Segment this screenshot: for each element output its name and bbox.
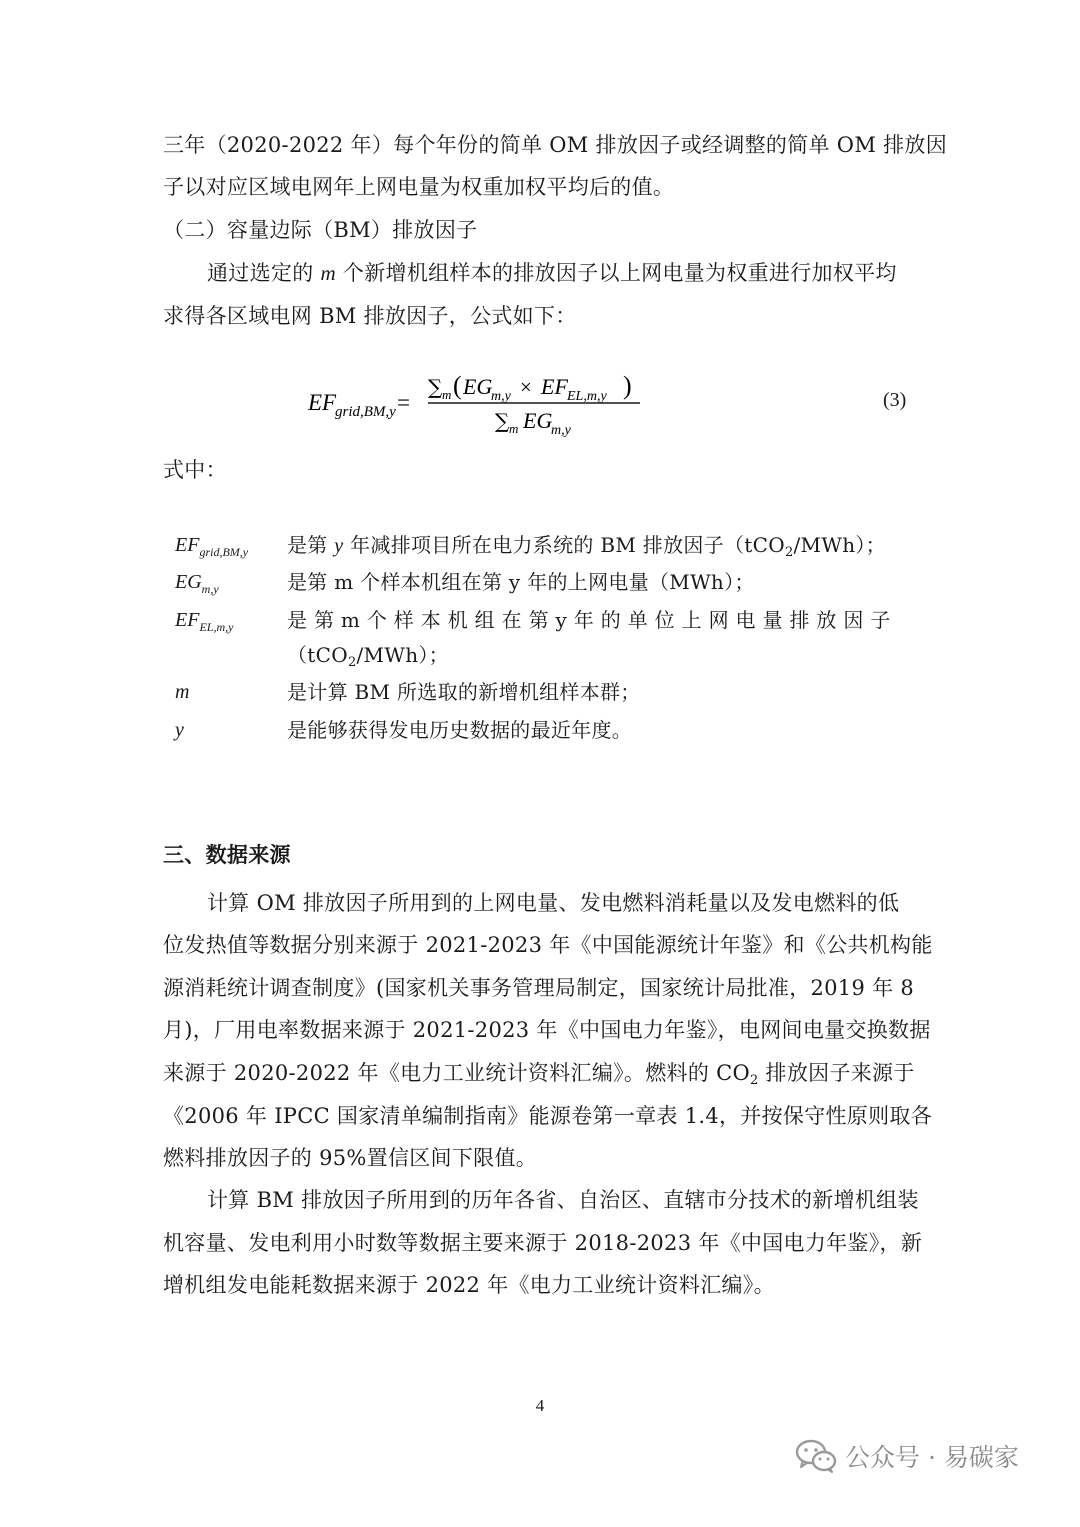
paragraph-4-line-3: 增机组发电能耗数据来源于 2022 年《电力工业统计资料汇编》。 — [163, 1273, 775, 1297]
where-label: 式中： — [163, 458, 227, 482]
definition-m: 是计算 BM 所选取的新增机组样本群； — [287, 680, 641, 704]
svg-text:m: m — [442, 387, 452, 402]
section-2-title: （二）容量边际（BM）排放因子 — [163, 218, 478, 242]
symbol-ef-el-m-y: $EF_{EL,m,y}$ — [175, 609, 234, 634]
svg-text:=: = — [397, 390, 410, 415]
definition-ef-grid-bm-y: 是第 y 年减排项目所在电力系统的 BM 排放因子（tCO$_2$/MWh）； — [287, 533, 886, 560]
symbol-eg-m-y: $EG_{m,y}$ — [175, 571, 219, 596]
paragraph-4-line-1: 计算 BM 排放因子所用到的历年各省、自治区、直辖市分技术的新增机组装 — [207, 1188, 919, 1212]
svg-text:EF: EF — [308, 390, 337, 415]
svg-text:EF: EF — [541, 374, 568, 399]
watermark — [795, 1432, 1019, 1480]
symbol-ef-grid-bm-y: $EF_{grid,BM,y}$ — [175, 534, 249, 559]
svg-text:∑: ∑ — [495, 409, 510, 433]
definition-eg-m-y: 是第 m 个样本机组在第 y 年的上网电量（MWh）； — [287, 570, 755, 594]
paragraph-1-line-2: 子以对应区域电网年上网电量为权重加权平均后的值。 — [163, 175, 675, 199]
symbol-y: y — [175, 719, 184, 741]
paragraph-1-line-1: 三年（2020-2022 年）每个年份的简单 OM 排放因子或经调整的简单 OM 排放因 — [163, 133, 947, 157]
svg-text:EG: EG — [463, 374, 493, 399]
paragraph-4-line-2: 机容量、发电利用小时数等数据主要来源于 2018-2023 年《中国电力年鉴》，新 — [163, 1231, 923, 1255]
paragraph-3-line-4: 月)，厂用电率数据来源于 2021-2023 年《中国电力年鉴》，电网间电量交换数据 — [163, 1018, 931, 1042]
paragraph-3-line-5: 来源于 2020-2022 年《电力工业统计资料汇编》。燃料的 $CO_2$ 排放因子来源于 — [163, 1061, 915, 1088]
svg-text:m,y: m,y — [551, 423, 571, 438]
svg-text:m: m — [509, 421, 519, 436]
wechat-icon — [795, 1438, 837, 1474]
paragraph-3-line-6: 《2006 年 IPCC 国家清单编制指南》能源卷第一章表 1.4，并按保守性原则取各 — [163, 1104, 932, 1128]
paragraph-3-line-7: 燃料排放因子的 95%置信区间下限值。 — [163, 1146, 538, 1170]
paragraph-2-line-1: 通过选定的 m 个新增机组样本的排放因子以上网电量为权重进行加权平均 — [207, 261, 897, 285]
svg-text:grid,BM,y: grid,BM,y — [335, 404, 396, 420]
svg-text:EL,m,y: EL,m,y — [567, 389, 607, 404]
svg-text:EG: EG — [523, 408, 553, 433]
watermark-text: 公众号 · 易碳家 — [845, 1443, 1019, 1472]
equation-number: (3) — [883, 389, 907, 411]
paragraph-3-line-3: 源消耗统计调查制度》(国家机关事务管理局制定，国家统计局批准，2019 年 8 — [163, 976, 915, 1000]
svg-text:): ) — [623, 371, 632, 400]
definition-ef-el-m-y-unit: （tCO$_2$/MWh）； — [287, 643, 449, 670]
definition-ef-el-m-y: 是 第 m 个 样 本 机 组 在 第 y 年 的 单 位 上 网 电 量 排 放 因 子 — [287, 608, 891, 632]
symbol-m: m — [175, 681, 190, 703]
svg-text:∑: ∑ — [428, 375, 443, 399]
bm-emission-factor-formula — [305, 370, 925, 440]
paragraph-3-line-1: 计算 OM 排放因子所用到的上网电量、发电燃料消耗量以及发电燃料的低 — [207, 891, 900, 915]
page-number: 4 — [535, 1396, 545, 1415]
svg-text:m,y: m,y — [491, 389, 511, 404]
paragraph-3-line-2: 位发热值等数据分别来源于 2021-2023 年《中国能源统计年鉴》和《公共机构能 — [163, 933, 933, 957]
section-3-title: 三、数据来源 — [163, 843, 291, 867]
svg-text:×: × — [520, 375, 532, 399]
svg-text:(: ( — [453, 371, 462, 400]
paragraph-2-line-2: 求得各区域电网 BM 排放因子，公式如下： — [163, 304, 577, 328]
definition-y: 是能够获得发电历史数据的最近年度。 — [287, 718, 633, 742]
